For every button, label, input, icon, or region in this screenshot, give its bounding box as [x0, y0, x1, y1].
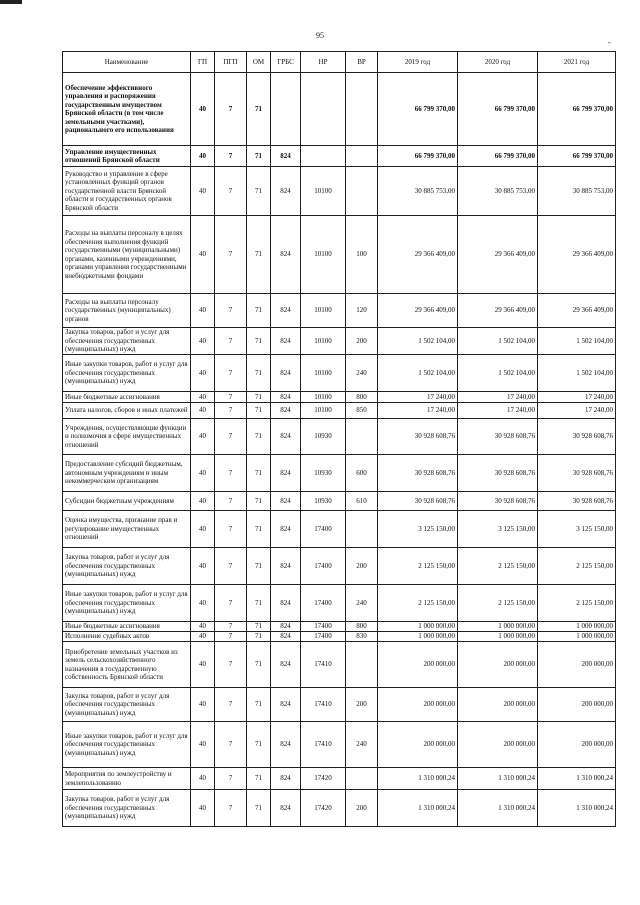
- table-row: [63, 642, 616, 688]
- header-pgp: ПГП: [215, 52, 247, 73]
- cell-name: Руководство и управление в сфере установленных функций органов государственной власти Брянской области и государственных органов Брянской области: [63, 167, 191, 216]
- cell-name: Иные закупки товаров, работ и услуг для обеспечения государственных (муниципальных) нужд: [63, 355, 191, 392]
- table-row: [63, 355, 616, 392]
- cell-om: 71: [247, 768, 271, 790]
- header-2021: 2021 год: [538, 52, 616, 73]
- cell-2020: 1 502 104,00: [458, 328, 538, 355]
- header-name: Наименование: [63, 52, 191, 73]
- cell-vr: 200: [346, 688, 378, 722]
- cell-nr: 10100: [301, 216, 346, 294]
- cell-2021: 30 928 608,76: [538, 455, 616, 492]
- cell-grbs: 824: [271, 622, 301, 632]
- cell-2019: 200 000,00: [378, 722, 458, 768]
- cell-2020: 1 000 000,00: [458, 632, 538, 642]
- cell-name: Управление имущественных отношений Брянской области: [63, 146, 191, 167]
- cell-nr: 17410: [301, 642, 346, 688]
- cell-2019: 66 799 370,00: [378, 73, 458, 146]
- cell-om: 71: [247, 642, 271, 688]
- cell-pgp: 7: [215, 622, 247, 632]
- cell-2021: 30 928 608,76: [538, 419, 616, 455]
- cell-grbs: 824: [271, 146, 301, 167]
- cell-vr: 240: [346, 585, 378, 622]
- cell-name: Закупка товаров, работ и услуг для обеспечения государственных (муниципальных) нужд: [63, 688, 191, 722]
- table-row: [63, 585, 616, 622]
- cell-vr: 800: [346, 622, 378, 632]
- cell-nr: 17400: [301, 632, 346, 642]
- cell-pgp: 7: [215, 492, 247, 511]
- cell-om: 71: [247, 216, 271, 294]
- table-row: [63, 146, 616, 167]
- cell-gp: 40: [191, 642, 215, 688]
- cell-grbs: 824: [271, 632, 301, 642]
- cell-nr: 10930: [301, 419, 346, 455]
- cell-nr: 10100: [301, 328, 346, 355]
- cell-gp: 40: [191, 722, 215, 768]
- table-row: [63, 632, 616, 642]
- cell-gp: 40: [191, 73, 215, 146]
- cell-pgp: 7: [215, 790, 247, 827]
- cell-gp: 40: [191, 455, 215, 492]
- cell-gp: 40: [191, 688, 215, 722]
- cell-2021: 66 799 370,00: [538, 146, 616, 167]
- cell-nr: 10100: [301, 392, 346, 403]
- cell-nr: [301, 146, 346, 167]
- cell-vr: 200: [346, 548, 378, 585]
- cell-name: Закупка товаров, работ и услуг для обеспечения государственных (муниципальных) нужд: [63, 548, 191, 585]
- table-row: [63, 492, 616, 511]
- cell-2020: 3 125 150,00: [458, 511, 538, 548]
- table-row: [63, 294, 616, 328]
- cell-pgp: 7: [215, 511, 247, 548]
- cell-pgp: 7: [215, 642, 247, 688]
- cell-name: Мероприятия по землеустройству и землепользованию: [63, 768, 191, 790]
- cell-om: 71: [247, 585, 271, 622]
- cell-2019: 1 502 104,00: [378, 328, 458, 355]
- cell-vr: 200: [346, 328, 378, 355]
- cell-gp: 40: [191, 167, 215, 216]
- cell-vr: [346, 167, 378, 216]
- cell-2021: 1 502 104,00: [538, 328, 616, 355]
- cell-2019: 66 799 370,00: [378, 146, 458, 167]
- cell-grbs: 824: [271, 355, 301, 392]
- cell-nr: 10930: [301, 455, 346, 492]
- cell-pgp: 7: [215, 73, 247, 146]
- cell-vr: [346, 146, 378, 167]
- cell-2020: 1 502 104,00: [458, 355, 538, 392]
- cell-gp: 40: [191, 392, 215, 403]
- cell-name: Обеспечение эффективного управления и распоряжения государственным имуществом Брянской области (в том числе земельными участками), рационального его использования: [63, 73, 191, 146]
- cell-2021: 29 366 409,00: [538, 294, 616, 328]
- cell-nr: 10100: [301, 167, 346, 216]
- cell-pgp: 7: [215, 585, 247, 622]
- cell-vr: 800: [346, 392, 378, 403]
- cell-gp: 40: [191, 294, 215, 328]
- cell-vr: 240: [346, 355, 378, 392]
- cell-grbs: 824: [271, 548, 301, 585]
- cell-vr: [346, 642, 378, 688]
- cell-2019: 17 240,00: [378, 403, 458, 419]
- cell-pgp: 7: [215, 146, 247, 167]
- cell-grbs: 824: [271, 492, 301, 511]
- cell-name: Закупка товаров, работ и услуг для обеспечения государственных (муниципальных) нужд: [63, 790, 191, 827]
- cell-2020: 66 799 370,00: [458, 146, 538, 167]
- cell-2021: 1 310 000,24: [538, 768, 616, 790]
- cell-2020: 30 928 608,76: [458, 419, 538, 455]
- cell-2019: 30 928 608,76: [378, 492, 458, 511]
- cell-2021: 1 000 000,00: [538, 622, 616, 632]
- cell-pgp: 7: [215, 403, 247, 419]
- header-vr: ВР: [346, 52, 378, 73]
- cell-nr: 17410: [301, 722, 346, 768]
- cell-2019: 2 125 150,00: [378, 548, 458, 585]
- cell-2021: 29 366 409,00: [538, 216, 616, 294]
- cell-nr: 17410: [301, 688, 346, 722]
- cell-gp: 40: [191, 632, 215, 642]
- cell-2020: 30 928 608,76: [458, 492, 538, 511]
- table-row: [63, 548, 616, 585]
- cell-pgp: 7: [215, 328, 247, 355]
- cell-grbs: 824: [271, 216, 301, 294]
- table-row: [63, 768, 616, 790]
- header-om: ОМ: [247, 52, 271, 73]
- cell-2019: 3 125 150,00: [378, 511, 458, 548]
- cell-om: 71: [247, 355, 271, 392]
- cell-pgp: 7: [215, 455, 247, 492]
- cell-om: 71: [247, 790, 271, 827]
- table-row: [63, 511, 616, 548]
- table-row: [63, 73, 616, 146]
- cell-2020: 30 885 753,00: [458, 167, 538, 216]
- cell-2020: 2 125 150,00: [458, 585, 538, 622]
- cell-gp: 40: [191, 492, 215, 511]
- budget-table: [62, 51, 616, 827]
- cell-name: Расходы на выплаты персоналу в целях обеспечения выполнения функций государственными (муниципальными) органами, казенными учреждениями, органами управления государственными внебюджетными фондами: [63, 216, 191, 294]
- cell-nr: 17400: [301, 511, 346, 548]
- cell-grbs: 824: [271, 511, 301, 548]
- cell-grbs: 824: [271, 419, 301, 455]
- cell-om: 71: [247, 455, 271, 492]
- cell-gp: 40: [191, 768, 215, 790]
- cell-2019: 1 310 000,24: [378, 790, 458, 827]
- cell-2020: 17 240,00: [458, 392, 538, 403]
- cell-pgp: 7: [215, 355, 247, 392]
- cell-2020: 1 310 000,24: [458, 790, 538, 827]
- cell-gp: 40: [191, 328, 215, 355]
- cell-grbs: 824: [271, 167, 301, 216]
- cell-2019: 200 000,00: [378, 688, 458, 722]
- cell-2020: 29 366 409,00: [458, 216, 538, 294]
- table-row: [63, 167, 616, 216]
- cell-name: Иные бюджетные ассигнования: [63, 622, 191, 632]
- cell-2020: 200 000,00: [458, 722, 538, 768]
- cell-grbs: 824: [271, 403, 301, 419]
- header-grbs: ГРБС: [271, 52, 301, 73]
- cell-2019: 30 928 608,76: [378, 455, 458, 492]
- cell-name: Субсидии бюджетным учреждениям: [63, 492, 191, 511]
- corner-mark: [0, 0, 22, 4]
- cell-name: Иные закупки товаров, работ и услуг для обеспечения государственных (муниципальных) нужд: [63, 722, 191, 768]
- cell-2021: 200 000,00: [538, 642, 616, 688]
- cell-om: 71: [247, 688, 271, 722]
- cell-nr: 10100: [301, 355, 346, 392]
- header-2020: 2020 год: [458, 52, 538, 73]
- cell-name: Закупка товаров, работ и услуг для обеспечения государственных (муниципальных) нужд: [63, 328, 191, 355]
- cell-nr: [301, 73, 346, 146]
- cell-2021: 17 240,00: [538, 403, 616, 419]
- cell-gp: 40: [191, 355, 215, 392]
- cell-grbs: 824: [271, 455, 301, 492]
- cell-om: 71: [247, 722, 271, 768]
- cell-2019: 30 885 753,00: [378, 167, 458, 216]
- cell-gp: 40: [191, 548, 215, 585]
- cell-gp: 40: [191, 419, 215, 455]
- cell-2020: 1 000 000,00: [458, 622, 538, 632]
- cell-2019: 1 000 000,00: [378, 632, 458, 642]
- cell-vr: [346, 768, 378, 790]
- cell-gp: 40: [191, 403, 215, 419]
- cell-nr: 10930: [301, 492, 346, 511]
- cell-2021: 66 799 370,00: [538, 73, 616, 146]
- cell-vr: [346, 73, 378, 146]
- table-row: [63, 790, 616, 827]
- cell-pgp: 7: [215, 392, 247, 403]
- top-tick-mark: -: [608, 38, 611, 47]
- cell-grbs: 824: [271, 722, 301, 768]
- table-row: [63, 455, 616, 492]
- cell-om: 71: [247, 511, 271, 548]
- cell-name: Оценка имущества, признание прав и регулирование имущественных отношений: [63, 511, 191, 548]
- cell-pgp: 7: [215, 722, 247, 768]
- cell-om: 71: [247, 392, 271, 403]
- cell-2019: 30 928 608,76: [378, 419, 458, 455]
- cell-om: 71: [247, 622, 271, 632]
- cell-om: 71: [247, 146, 271, 167]
- cell-grbs: 824: [271, 392, 301, 403]
- table-row: [63, 328, 616, 355]
- cell-om: 71: [247, 548, 271, 585]
- table-row: [63, 722, 616, 768]
- cell-2021: 17 240,00: [538, 392, 616, 403]
- header-nr: НР: [301, 52, 346, 73]
- cell-gp: 40: [191, 585, 215, 622]
- cell-grbs: 824: [271, 328, 301, 355]
- cell-2019: 2 125 150,00: [378, 585, 458, 622]
- cell-om: 71: [247, 492, 271, 511]
- cell-2020: 2 125 150,00: [458, 548, 538, 585]
- cell-pgp: 7: [215, 688, 247, 722]
- cell-om: 71: [247, 328, 271, 355]
- cell-2019: 17 240,00: [378, 392, 458, 403]
- cell-2021: 200 000,00: [538, 688, 616, 722]
- cell-2021: 1 000 000,00: [538, 632, 616, 642]
- cell-name: Предоставление субсидий бюджетным, автономным учреждениям и иным некоммерческим организациям: [63, 455, 191, 492]
- cell-vr: 120: [346, 294, 378, 328]
- cell-2021: 2 125 150,00: [538, 548, 616, 585]
- cell-2021: 1 502 104,00: [538, 355, 616, 392]
- cell-pgp: 7: [215, 632, 247, 642]
- cell-2019: 200 000,00: [378, 642, 458, 688]
- cell-2021: 1 310 000,24: [538, 790, 616, 827]
- cell-2021: 200 000,00: [538, 722, 616, 768]
- cell-pgp: 7: [215, 419, 247, 455]
- cell-nr: 17420: [301, 768, 346, 790]
- table-body: [63, 73, 616, 827]
- cell-2020: 200 000,00: [458, 688, 538, 722]
- cell-name: Исполнение судебных актов: [63, 632, 191, 642]
- cell-2020: 29 366 409,00: [458, 294, 538, 328]
- cell-name: Иные бюджетные ассигнования: [63, 392, 191, 403]
- cell-grbs: 824: [271, 294, 301, 328]
- cell-vr: 830: [346, 632, 378, 642]
- cell-name: Расходы на выплаты персоналу государственных (муниципальных) органов: [63, 294, 191, 328]
- cell-gp: 40: [191, 790, 215, 827]
- cell-gp: 40: [191, 511, 215, 548]
- cell-om: 71: [247, 167, 271, 216]
- cell-2019: 1 000 000,00: [378, 622, 458, 632]
- table-row: [63, 216, 616, 294]
- cell-vr: 850: [346, 403, 378, 419]
- cell-name: Иные закупки товаров, работ и услуг для обеспечения государственных (муниципальных) нужд: [63, 585, 191, 622]
- cell-2019: 1 502 104,00: [378, 355, 458, 392]
- cell-nr: 17400: [301, 585, 346, 622]
- cell-om: 71: [247, 632, 271, 642]
- cell-nr: 10100: [301, 294, 346, 328]
- cell-grbs: [271, 73, 301, 146]
- cell-grbs: 824: [271, 688, 301, 722]
- table-row: [63, 688, 616, 722]
- cell-2021: 30 928 608,76: [538, 492, 616, 511]
- cell-name: Учреждения, осуществляющие функции и полномочия в сфере имущественных отношений: [63, 419, 191, 455]
- cell-grbs: 824: [271, 768, 301, 790]
- cell-2020: 30 928 608,76: [458, 455, 538, 492]
- table-row: [63, 392, 616, 403]
- cell-2020: 66 799 370,00: [458, 73, 538, 146]
- cell-name: Приобретение земельных участков из земель сельскохозяйственного назначения в государственную собственность Брянской области: [63, 642, 191, 688]
- cell-om: 71: [247, 73, 271, 146]
- cell-2021: 3 125 150,00: [538, 511, 616, 548]
- cell-vr: 240: [346, 722, 378, 768]
- cell-2021: 30 885 753,00: [538, 167, 616, 216]
- cell-pgp: 7: [215, 216, 247, 294]
- cell-vr: 610: [346, 492, 378, 511]
- cell-om: 71: [247, 294, 271, 328]
- header-2019: 2019 год: [378, 52, 458, 73]
- cell-2020: 200 000,00: [458, 642, 538, 688]
- cell-vr: 600: [346, 455, 378, 492]
- cell-pgp: 7: [215, 294, 247, 328]
- cell-grbs: 824: [271, 642, 301, 688]
- cell-pgp: 7: [215, 768, 247, 790]
- cell-grbs: 824: [271, 585, 301, 622]
- cell-pgp: 7: [215, 167, 247, 216]
- cell-2020: 17 240,00: [458, 403, 538, 419]
- cell-nr: 17400: [301, 622, 346, 632]
- cell-2019: 29 366 409,00: [378, 216, 458, 294]
- page-number: 95: [316, 31, 324, 40]
- cell-vr: [346, 511, 378, 548]
- cell-2020: 1 310 000,24: [458, 768, 538, 790]
- cell-vr: [346, 419, 378, 455]
- cell-nr: 17420: [301, 790, 346, 827]
- cell-name: Уплата налогов, сборов и иных платежей: [63, 403, 191, 419]
- cell-grbs: 824: [271, 790, 301, 827]
- cell-vr: 200: [346, 790, 378, 827]
- table-row: [63, 403, 616, 419]
- cell-2019: 29 366 409,00: [378, 294, 458, 328]
- cell-2021: 2 125 150,00: [538, 585, 616, 622]
- cell-nr: 17400: [301, 548, 346, 585]
- cell-gp: 40: [191, 146, 215, 167]
- cell-om: 71: [247, 403, 271, 419]
- table-row: [63, 622, 616, 632]
- cell-om: 71: [247, 419, 271, 455]
- cell-nr: 10100: [301, 403, 346, 419]
- cell-gp: 40: [191, 622, 215, 632]
- table-header-row: [63, 52, 616, 73]
- cell-pgp: 7: [215, 548, 247, 585]
- cell-2019: 1 310 000,24: [378, 768, 458, 790]
- header-gp: ГП: [191, 52, 215, 73]
- table-row: [63, 419, 616, 455]
- cell-gp: 40: [191, 216, 215, 294]
- cell-vr: 100: [346, 216, 378, 294]
